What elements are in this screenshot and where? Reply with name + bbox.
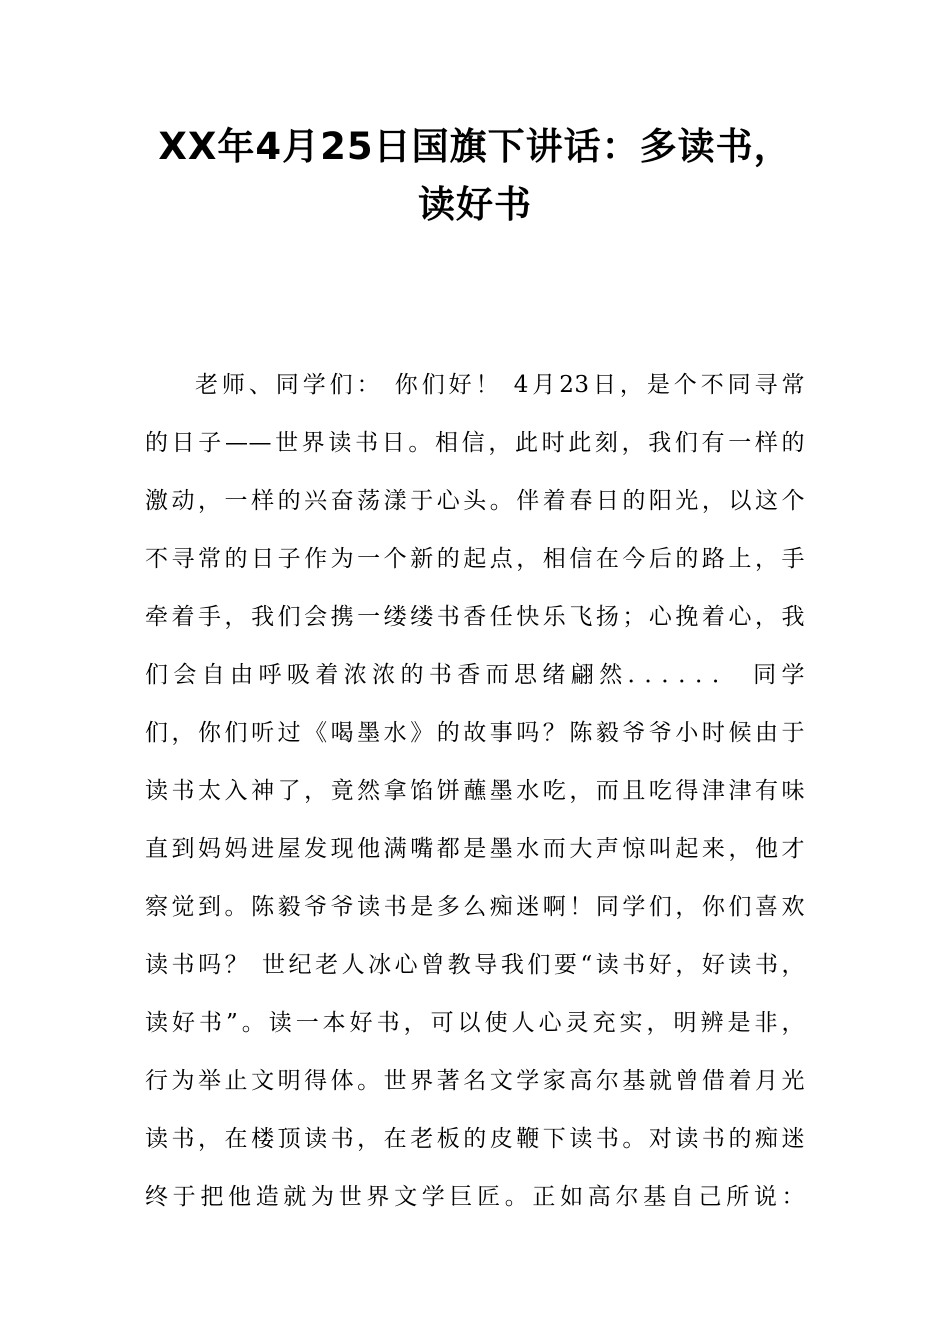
body-line: 牵着手，我们会携一缕缕书香任快乐飞扬；心挽着心，我 xyxy=(145,604,805,630)
body-line: 们会自由呼吸着浓浓的书香而思绪翩然．．．．．． 同学 xyxy=(145,662,805,688)
body-line: 终于把他造就为世界文学巨匠。正如高尔基自己所说： xyxy=(145,1184,805,1210)
body-line: 老师、同学们： 你们好！ 4月23日，是个不同寻常 xyxy=(195,372,805,398)
body-line: 行为举止文明得体。世界著名文学家高尔基就曾借着月光 xyxy=(145,1068,805,1094)
body-line: 读书吗？ 世纪老人冰心曾教导我们要“读书好，好读书， xyxy=(145,952,805,978)
body-line: 的日子——世界读书日。相信，此时此刻，我们有一样的 xyxy=(145,430,805,456)
document-body xyxy=(145,356,805,1226)
document-title xyxy=(130,118,820,234)
body-line: 读好书”。读一本好书，可以使人心灵充实，明辨是非， xyxy=(145,1010,805,1036)
body-line: 激动，一样的兴奋荡漾于心头。伴着春日的阳光，以这个 xyxy=(145,488,805,514)
body-line: 读书太入神了，竟然拿馅饼蘸墨水吃，而且吃得津津有味 xyxy=(145,778,805,804)
body-line: 们，你们听过《喝墨水》的故事吗？陈毅爷爷小时候由于 xyxy=(145,720,805,746)
body-line: 直到妈妈进屋发现他满嘴都是墨水而大声惊叫起来，他才 xyxy=(145,836,805,862)
body-line: 察觉到。陈毅爷爷读书是多么痴迷啊！同学们，你们喜欢 xyxy=(145,894,805,920)
title-line-1: XX年4月25日国旗下讲话：多读书， xyxy=(158,125,792,168)
body-line: 不寻常的日子作为一个新的起点，相信在今后的路上，手 xyxy=(145,546,805,572)
title-line-2: 读好书 xyxy=(418,183,532,226)
body-line: 读书，在楼顶读书，在老板的皮鞭下读书。对读书的痴迷 xyxy=(145,1126,805,1152)
